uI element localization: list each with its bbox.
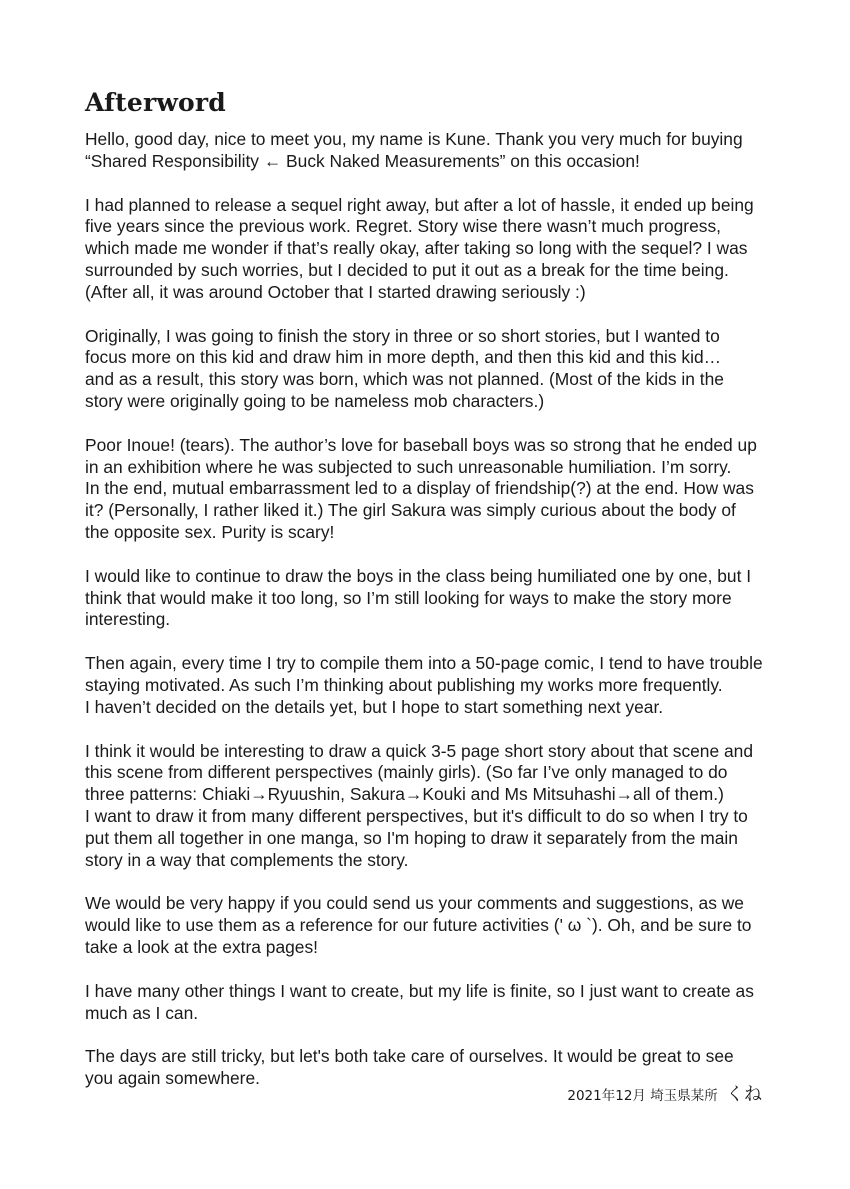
- paragraph: [85, 326, 785, 413]
- paragraph-line: think that would make it too long, so I’m still looking for ways to make the story more: [85, 587, 732, 608]
- paragraph: [85, 653, 785, 718]
- paragraph-line: Poor Inoue! (tears). The author’s love for baseball boys was so strong that he ended up: [85, 434, 757, 455]
- paragraph-line: take a look at the extra pages!: [85, 936, 318, 957]
- afterword-body: [85, 129, 785, 1090]
- paragraph-line: surrounded by such worries, but I decided to put it out as a break for the time being.: [85, 259, 729, 280]
- paragraph-line: interesting.: [85, 609, 171, 630]
- paragraph: [85, 129, 785, 173]
- paragraph: [85, 435, 785, 544]
- paragraph-line: in an exhibition where he was subjected to such unreasonable humiliation. I’m sorry.: [85, 456, 732, 477]
- signature: [567, 1085, 762, 1106]
- paragraph: [85, 1046, 785, 1090]
- paragraph-line: I want to draw it from many different perspectives, but it's difficult to do so when I try to: [85, 805, 748, 826]
- signature-date-place: 2021年12月 埼玉県某所: [567, 1088, 718, 1104]
- paragraph-line: The days are still tricky, but let's both take care of ourselves. It would be great to see: [85, 1046, 734, 1067]
- paragraph-line: Hello, good day, nice to meet you, my name is Kune. Thank you very much for buying: [85, 129, 743, 149]
- paragraph-line: five years since the previous work. Regret. Story wise there wasn’t much progress,: [85, 216, 721, 237]
- paragraph-line: I think it would be interesting to draw a quick 3-5 page short story about that scene and: [85, 740, 754, 761]
- signature-name: くね: [726, 1084, 762, 1105]
- paragraph-line: Originally, I was going to finish the story in three or so short stories, but I wanted to: [85, 325, 720, 346]
- paragraph-line: this scene from different perspectives (mainly girls). (So far I’ve only managed to do: [85, 762, 728, 783]
- paragraph-line: the opposite sex. Purity is scary!: [85, 521, 335, 542]
- paragraph-line: “Shared Responsibility ← Buck Naked Measurements” on this occasion!: [85, 150, 640, 171]
- paragraph-line: I haven’t decided on the details yet, but I hope to start something next year.: [85, 696, 664, 717]
- paragraph: [85, 893, 785, 958]
- paragraph-line: staying motivated. As such I’m thinking about publishing my works more frequently.: [85, 674, 723, 695]
- paragraph-line: much as I can.: [85, 1002, 199, 1023]
- paragraph: [85, 741, 785, 872]
- page-title: Afterword: [85, 88, 226, 117]
- paragraph-line: three patterns: Chiaki→Ryuushin, Sakura→Kouki and Ms Mitsuhashi→all of them.): [85, 784, 724, 805]
- afterword-page: [85, 86, 785, 1112]
- paragraph-line: would like to use them as a reference for our future activities (' ω `). Oh, and be sure to: [85, 915, 752, 936]
- paragraph-line: Then again, every time I try to compile them into a 50-page comic, I tend to have trouble: [85, 653, 763, 674]
- paragraph-line: which made me wonder if that’s really okay, after taking so long with the sequel? I was: [85, 238, 748, 259]
- paragraph-line: you again somewhere.: [85, 1068, 260, 1089]
- paragraph: [85, 981, 785, 1025]
- paragraph: [85, 566, 785, 631]
- paragraph-line: In the end, mutual embarrassment led to a display of friendship(?) at the end. How was: [85, 478, 754, 499]
- paragraph-line: put them all together in one manga, so I'm hoping to draw it separately from the main: [85, 827, 738, 848]
- paragraph-line: I had planned to release a sequel right away, but after a lot of hassle, it ended up being: [85, 194, 754, 215]
- paragraph-line: story were originally going to be nameless mob characters.): [85, 390, 545, 411]
- paragraph-line: I have many other things I want to create, but my life is finite, so I just want to create as: [85, 980, 754, 1001]
- paragraph-line: I would like to continue to draw the boys in the class being humiliated one by one, but I: [85, 565, 752, 586]
- paragraph-line: story in a way that complements the story.: [85, 849, 409, 870]
- paragraph-line: (After all, it was around October that I started drawing seriously :): [85, 281, 586, 302]
- paragraph-line: focus more on this kid and draw him in more depth, and then this kid and this kid…: [85, 347, 722, 368]
- paragraph: [85, 195, 785, 304]
- paragraph-line: and as a result, this story was born, which was not planned. (Most of the kids in the: [85, 369, 724, 390]
- paragraph-line: We would be very happy if you could send us your comments and suggestions, as we: [85, 893, 744, 914]
- paragraph-line: it? (Personally, I rather liked it.) The girl Sakura was simply curious about the body of: [85, 500, 736, 521]
